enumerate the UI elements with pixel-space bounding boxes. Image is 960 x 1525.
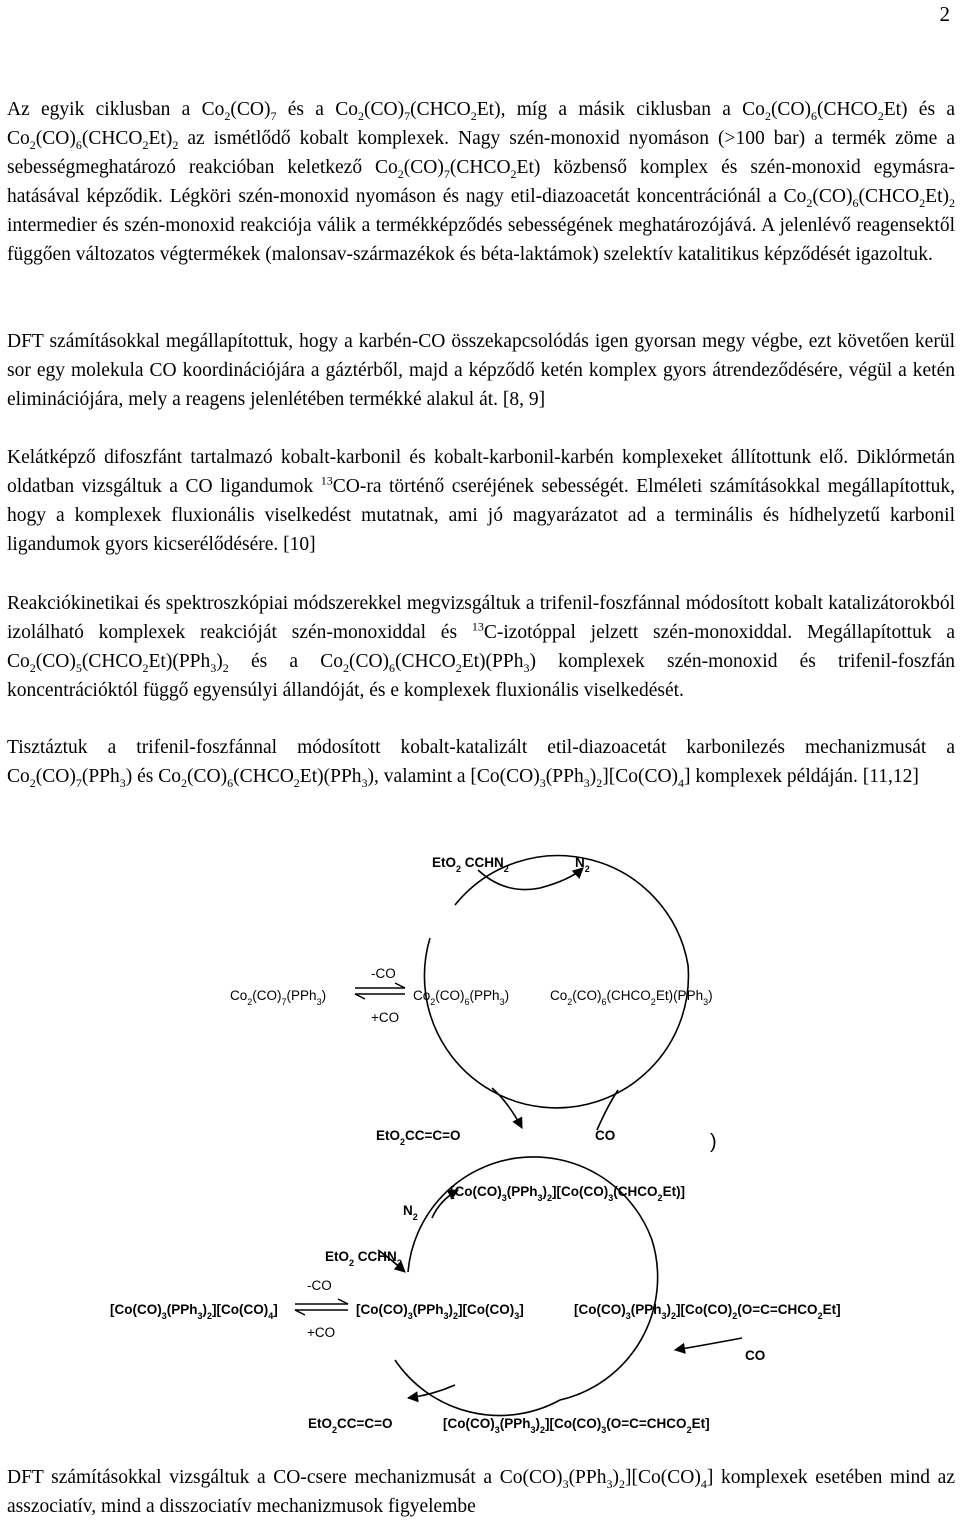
paragraph-1: Az egyik ciklusban a $Co_2(CO)_7$ és a $Co_2(CO)_7(CHCO_2Et)$, míg a másik ciklusban a $Co_2(CO)_6(CHCO_2Et)$ és a $Co_2(CO)_6(CHCO_2Et)_2$ az ismétlődő kobalt komplexek. Nagy szén-monoxid nyomáson (>100 bar) a termék zöme a sebességmeghatározó reakcióban keletkező $Co_2(CO)_7(CHCO_2Et)$ közbenső komplex és szén-monoxid egymásra-hatásával képződik. Légköri szén-monoxid nyomáson és nagy etil-diazoacetát koncentrációnál a $Co_2(CO)_6(CHCO_2Et)_2$ intermedier és szén-monoxid reakciója válik a termékképződés sebességének meghatározójává. A jelenlévő reagensektől függően változatos végtermékek (malonsav-származékok és béta-laktámok) szelektív katalitikus képződését igazoltuk. bbox=[7, 99, 955, 265]
scheme1-mid-complex: $Co_2(CO)_6(PPh_3)$ bbox=[413, 988, 510, 1007]
scheme2-mid-complex: $[Co(CO)_3(PPh_3)_2][Co(CO)_3]$ bbox=[356, 1302, 524, 1321]
scheme1-co-arrow bbox=[597, 1090, 618, 1130]
scheme2-right-complex: $[Co(CO)_3(PPh_3)_2][Co(CO)_2(O=C=CHCO_2Et]$ bbox=[574, 1302, 841, 1321]
scheme-2 bbox=[110, 1157, 841, 1435]
paragraph-5: Tisztáztuk a trifenil-foszfánnal módosított kobalt-katalizált etil-diazoacetát karbonilezés mechanizmusát a $Co_2(CO)_7(PPh_3)$ és $Co_2(CO)_6(CHCO_2Et)(PPh_3)$, valamint a $[Co(CO)_3(PPh_3)_2][Co(CO)_4]$ komplexek példáján. [11,12] bbox=[7, 737, 955, 790]
scheme2-minus-co: -CO bbox=[307, 1278, 332, 1293]
scheme1-paren: ) bbox=[710, 1131, 717, 1153]
scheme1-reagent-arrow bbox=[478, 868, 583, 890]
scheme2-n2: $N_2$ bbox=[403, 1203, 418, 1222]
scheme2-top-complex: $[Co(CO)_3(PPh_3)_2][Co(CO)_3(CHCO_2Et)]$ bbox=[450, 1184, 686, 1203]
scheme1-minus-co: -CO bbox=[371, 966, 396, 981]
page-number: 2 bbox=[939, 2, 950, 26]
scheme1-cycle-arc bbox=[424, 856, 688, 1108]
paragraph-4: Reakciókinetikai és spektroszkópiai módszerekkel megvizsgáltuk a trifenil-foszfánnal módosított kobalt katalizátorokból izolálható komplexek reakcióját szén-monoxiddal és $^{13}$C-izotóppal jelzett szén-monoxiddal. Megállapítottuk a $Co_2(CO)_5(CHCO_2Et)(PPh_3)_2$ és a $Co_2(CO)_6(CHCO_2Et)(PPh_3)$ komplexek szén-monoxid és trifenil-foszfán koncentrációktól függő egyensúlyi állandóját, és e komplexek fluxionális viselkedését. bbox=[7, 593, 955, 701]
paragraph-6: DFT számításokkal vizsgáltuk a CO-csere mechanizmusát a $Co(CO)_3(PPh_3)_2][Co(CO)_4]$ komplexek esetében mind az asszociatív, mind a disszociatív mechanizmusok figyelembe bbox=[7, 1467, 955, 1517]
scheme2-left-complex: $[Co(CO)_3(PPh_3)_2][Co(CO)_4]$ bbox=[110, 1302, 278, 1321]
scheme1-plus-co: +CO bbox=[371, 1010, 400, 1025]
scheme2-bottom-complex: $[Co(CO)_3(PPh_3)_2][Co(CO)_3(O=C=CHCO_2Et]$ bbox=[443, 1416, 710, 1435]
scheme1-ketene: EtO$_2$CC=C=O bbox=[376, 1128, 461, 1147]
scheme1-eto2cchn2: EtO$_2$ $CCHN_2$ bbox=[432, 855, 509, 874]
scheme1-left-complex: $Co_2(CO)_7(PPh_3)$ bbox=[230, 988, 327, 1007]
paragraph-2: DFT számításokkal megállapítottuk, hogy a karbén-CO összekapcsolódás igen gyorsan megy végbe, ezt követően kerül sor egy molekula CO koordinációjára a gáztérből, majd a képződő ketén komplex gyors átrendeződésére, végül a ketén eliminációjára, mely a reagens jelenlétében termékké alakul át. [8, 9] bbox=[7, 331, 955, 410]
scheme-1 bbox=[230, 855, 717, 1153]
scheme2-eto2cchn2: EtO$_2$ $CCHN_2$ bbox=[325, 1249, 402, 1268]
scheme1-n2: $N_2$ bbox=[575, 855, 590, 874]
scheme1-co: CO bbox=[595, 1128, 616, 1143]
scheme2-co: CO bbox=[745, 1348, 766, 1363]
reaction-scheme bbox=[0, 840, 960, 1450]
scheme2-co-arrow bbox=[675, 1338, 742, 1350]
paragraph-3: Kelátképző difoszfánt tartalmazó kobalt-karbonil és kobalt-karbonil-karbén komplexeket állítottunk elő. Diklórmetán oldatban vizsgáltuk a CO ligandumok $^{13}$CO-ra történő cseréjének sebességét. Elméleti számításokkal megállapítottuk, hogy a komplexek fluxionális viselkedést mutatnak, ami jó magyarázatot ad a terminális és hídhelyzetű karbonil ligandumok gyors kicserélődésére. [10] bbox=[7, 447, 956, 555]
scheme2-plus-co: +CO bbox=[307, 1325, 336, 1340]
scheme1-right-complex: $Co_2(CO)_6(CHCO_2Et)(PPh_3)$ bbox=[550, 988, 713, 1007]
scheme2-ketene: EtO$_2$CC=C=O bbox=[308, 1416, 393, 1435]
